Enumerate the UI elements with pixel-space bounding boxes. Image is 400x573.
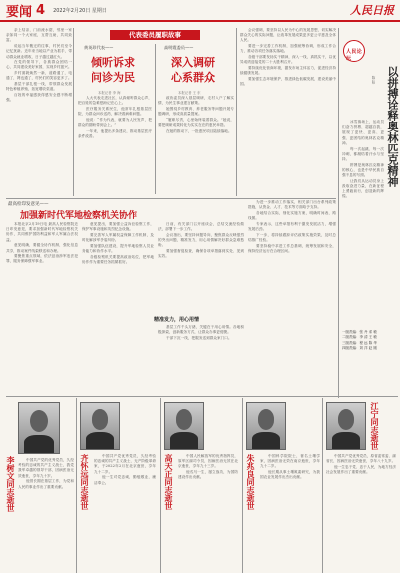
editor-list-item: 三版责编：程 远 陈 华: [342, 340, 377, 345]
middle-body-col-1: 本报北京2月19日电 最高人民检察院近日印发意见，要求加强新时代军地检察机关协作，共同维护国防利益和军人军属合法权益。 意见明确，要健全协作机制，强化信息共享，推动案件线索移送和办理。 要聚焦重点领域，依法惩治涉军违法犯罪，服务保障强军事业。: [6, 222, 78, 264]
obituary-photo: [80, 402, 120, 450]
commentary-body: 冰雪赛场上，运动员们奋力拼搏、超越自我，展现了更快、更高、更强、更团结的奥林匹克精神。 每一次起跳、每一次冲刺，都凝结着汗水与坚持。 拼搏是奥林匹克精神的核心，也是中华民族自强不息的写照。 让我们从运动员身上汲取奋进力量，在新征程上勇毅前行，创造新的辉煌。: [342, 120, 384, 199]
obituary-title: 高天正同志逝世: [164, 454, 173, 510]
obituary-body: 中国共产党的优秀党员，久经考验的忠诚的共产主义战士，我党我军卓越的领导干部，因病医治无效逝世，享年九十岁。 他曾长期在基层工作，为党和人民的事业作出了重要贡献。: [18, 458, 74, 489]
feature-right-label: 高明霞委员——: [164, 45, 194, 50]
obituary-body: 中国科学院院士，著名土壤学家，因病医治无效在南京逝世，享年九十二岁。 他长期从事土壤氮素研究，为我国农业发展作出杰出贡献。: [260, 454, 320, 480]
feature-left-body: 人大代表走进社区，认真倾听群众心声，把百姓的急难愁盼记在心上。 医疗服务关系民生，他常年扎根基层医院，为群众问诊送药，解决看病难问题。 他说：“作为代表，就要为人民发声，把群众的期盼带到会上。” 一年来，他提出多条建议，推动基层医疗条件改善。: [78, 96, 152, 138]
newspaper-logo: 人民日报: [350, 4, 394, 17]
feature-left-byline: 本报记者 李 海: [98, 91, 121, 95]
middle-sub-headline: 精准发力，用心用情: [154, 317, 200, 323]
obituary-body: 中国人民解放军的优秀指挥员，原军区副司令员，因病医治无效在北京逝世，享年九十三岁。 他戎马一生，屡立战功，为国防建设作出贡献。: [178, 454, 238, 480]
middle-body-col-5: 为进一步推动工作落实，相关部门出台系列政策措施，从资金、人才、技术等方面给予支持。 各地结合实际，细化实施方案，明确时间表、路线图。 专家表示，这些举措有利于激发发展活力，增强发展后劲。 下一步，将持续跟踪评估政策实施效果，及时总结推广经验。 要坚持稳中求进工作总基调，统筹发展和安全，保持经济运行在合理区间。: [248, 200, 336, 253]
column-rule: [73, 28, 74, 196]
section-rule: [6, 396, 398, 397]
section-name: 要闻: [6, 4, 33, 20]
obituary-photo: [18, 402, 60, 454]
feature-header: 代表委员履职故事: [110, 30, 200, 40]
article-column-top-left: 亲上结亲，门前流水甜，邻里一家亲如同一个大家庭，互帮互助，共同致富。 说起当年搬迁的往事，村民们至今记忆犹新。近年来当地以产业为抓手，带动群众就业增收，日子越过越红火。 在党的领导下，各族群众团结一心，共同建设美好家园，实现乡村振兴。 乡村面貌焕然一新，道路通了，电通了，网也通了，村民们的笑容更多了。 基层干部扎根一线，带领群众发展特色种植养殖，拓宽增收渠道。 百姓的幸福感获得感安全感不断增强。: [6, 28, 72, 103]
column-rule: [322, 398, 323, 573]
column-rule: [242, 398, 243, 573]
middle-body-col-3: 日前，有关部门召开座谈会，总结交流经验做法，部署下一步工作。 会议指出，要坚持问题导向，聚焦群众反映强烈的突出问题，精准发力，用心用情解决好群众急难愁盼。 要加强督促检查，确保各项举措落到实处、见到实效。: [158, 222, 244, 259]
obituary-body: 中国共产党优秀党员，久经考验的忠诚的共产主义战士，无产阶级革命家，于2022年2月在北京逝世，享年九十二岁。 他一生对党忠诚，勤勉敬业，廉洁奉公。: [94, 454, 156, 485]
obituary-title: 朱兆良同志逝世: [246, 454, 255, 510]
issue-date: 2022年2月20日 星期日: [53, 7, 107, 14]
middle-body-col-2: 意见提出，要加强公益诉讼检察工作，保护军事设施和英烈纪念设施。 要完善军人军属权益保障工作机制，及时化解涉军矛盾纠纷。 要加强队伍建设，提升军地检察人员业务能力和协作水平。 各级检察机关要提高政治站位，把军地协作作为重要任务抓紧抓好。: [82, 222, 154, 264]
obituary-title: 江宁同志逝世: [370, 402, 379, 450]
masthead: [0, 0, 400, 22]
obituary-5: [324, 398, 398, 573]
feature-right-title-1: 深入调研: [171, 56, 215, 69]
column-rule: [160, 398, 161, 573]
middle-kicker: 最高检印发意见——: [8, 202, 49, 207]
obituary-1: [6, 398, 74, 573]
feature-left-title-1: 倾听诉求: [91, 56, 135, 69]
obituary-3: [162, 398, 240, 573]
obituary-title: 齐怀远同志逝世: [80, 454, 89, 510]
obituary-title: 李树文同志逝世: [6, 456, 15, 512]
editor-list-item: 四版责编：刘 洋 赵 刚: [342, 346, 377, 351]
middle-headline: 加强新时代军地检察机关协作: [20, 211, 138, 221]
commentary-title: 以拼搏诠释奥林匹克精神: [386, 66, 399, 187]
section-rule: [6, 198, 336, 199]
obituary-2: [78, 398, 158, 573]
middle-body-col-4: 基层工作千头万绪，关键在于用心用情。各地积极探索，创新服务方式，让群众办事更便捷。 干部下沉一线，把服务送到群众家门口。: [158, 325, 244, 340]
obituary-photo: [164, 402, 204, 450]
page-number: 4: [36, 2, 46, 18]
feature-right-title-2: 心系群众: [171, 71, 215, 84]
obituary-photo: [326, 402, 366, 450]
column-rule: [338, 28, 339, 398]
article-column-top-right: 会议强调，要坚持以人民为中心的发展思想，切实解决群众关心的实际问题，让改革发展成果更多更公平惠及全体人民。 要进一步完善工作机制，加强统筹协调，形成工作合力，推动各项任务落实落地。 各级干部要发扬实干精神，深入一线，真抓实干，以优异成绩迎接党的二十大胜利召开。 要持续优化营商环境，激发市场主体活力，促进经济持续健康发展。 要加强生态环境保护，推进绿色低碳发展，建设美丽中国。: [240, 28, 336, 87]
column-rule: [236, 28, 237, 196]
feature-right-body: 政协委员深入基层调研，走村入户了解实情，为民生事业建言献策。 她围绕乡村教育、养老服务等问题开展专题调研，形成高质量提案。 “履职尽责，心里始终装着群众。”她说，要把调研成果转化为实实在在的惠民举措。 在她的推动下，一批惠民项目陆续落地。: [158, 96, 234, 133]
editor-list-item: 一版责编：张 丹 邓 敏: [342, 330, 377, 334]
obituary-4: [244, 398, 322, 573]
feature-left-title-2: 问诊为民: [91, 71, 135, 84]
column-rule: [155, 44, 156, 194]
commentary-author: 陈 阳: [372, 76, 376, 85]
editor-list: [342, 330, 377, 352]
obituary-photo: [246, 402, 286, 450]
column-rule: [76, 398, 77, 573]
obituary-body: 中国共产党优秀党员，原省委常委、副省长，因病医治无效逝世，享年八十九岁。 他一生忠于党、忠于人民，为地方经济社会发展作出了重要贡献。: [326, 454, 396, 475]
commentary-badge-icon: 人民论坛: [343, 40, 365, 62]
editor-list-item: 二版责编：李 清 王 敏: [342, 335, 377, 340]
feature-left-label: 黄英珍代表——: [84, 45, 114, 50]
feature-right-byline: 本报记者 王 东: [178, 91, 201, 95]
